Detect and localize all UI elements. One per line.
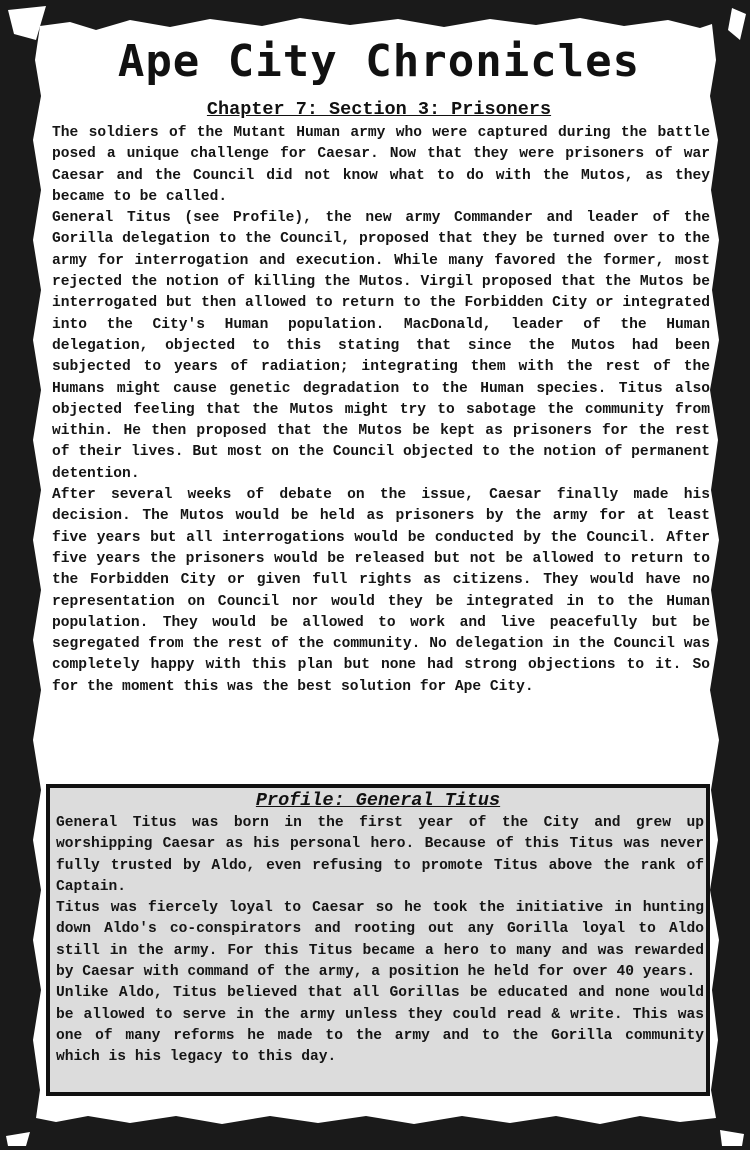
document-page [44,28,714,1120]
chapter-heading: Chapter 7: Section 3: Prisoners [206,99,552,120]
document-title: Ape City Chronicles [117,36,641,87]
profile-title: Profile: General Titus [255,790,501,811]
profile-paragraph: General Titus was born in the first year of the City and grew up worshipping Caesar as his personal hero. Because of this Titus was never fully trusted by Aldo, even refusing to promote Titus above the rank of Captain. [56,815,704,895]
chapter-body [52,123,710,698]
profile-paragraph: Titus was fiercely loyal to Caesar so he took the initiative in hunting down Aldo's co-conspirators and rooting out any Gorilla loyal to Aldo still in the army. For this Titus became a hero to many and was rewarded by Caesar with command of the army, a position he held for over 40 years. [56,900,704,981]
profile-paragraph: Unlike Aldo, Titus believed that all Gorillas be educated and none would be allowed to serve in the army unless they could read & write. This was one of many reforms he made to the army and to the Gorilla community which is his legacy to this day. [56,985,704,1066]
body-paragraph: After several weeks of debate on the issue, Caesar finally made his decision. The Mutos would be held as prisoners by the army for at least five years but all interrogations would be conducted by the Council. After five years the prisoners would be released but not be allowed to return to the Forbidden City or given full rights as citizens. They would have no representation on Council nor would they be integrated in to the Human population. They would be allowed to work and live peacefully but be segregated from the rest of the community. No delegation in the Council was completely happy with this plan but none had strong objections to it. So for the moment this was the best solution for Ape City. [52,487,710,695]
profile-body [56,813,704,1069]
body-paragraph: General Titus (see Profile), the new army Commander and leader of the Gorilla delegation to the Council, proposed that they be turned over to the army for interrogation and execution. While many favored the former, most rejected the notion of killing the Mutos. Virgil proposed that the Mutos be interrogated but then allowed to return to the Forbidden City or integrated into the City's Human population. MacDonald, leader of the Human delegation, objected to this stating that since the Mutos had been subjected to years of radiation; integrating them with the rest of the Humans might cause genetic degradation to the Human species. Titus also objected feeling that the Mutos might try to sabotage the community from within. He then proposed that the Mutos be kept as prisoners for the rest of their lives. But most on the Council objected to the notion of permanent detention. [52,210,710,482]
profile-box [46,784,710,1096]
body-paragraph: The soldiers of the Mutant Human army who were captured during the battle posed a unique challenge for Caesar. Now that they were prisoners of war Caesar and the Council did not know what to do with the Mutos, as they became to be called. [52,125,710,205]
